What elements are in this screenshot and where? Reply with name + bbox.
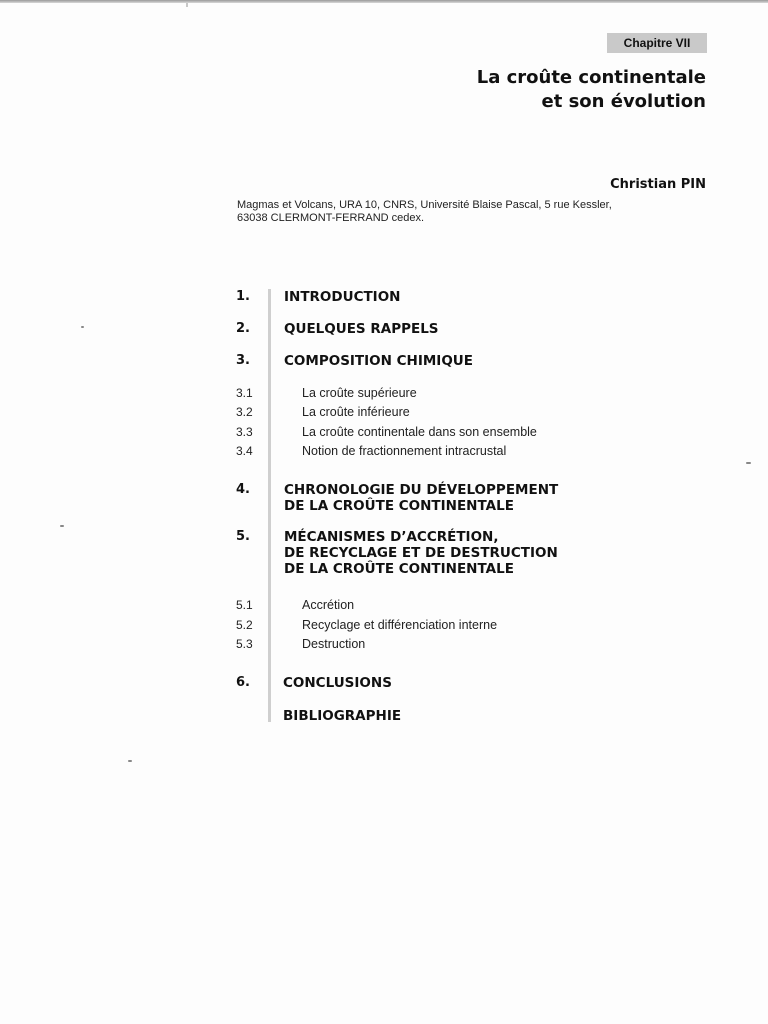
top-tick-mark [186,3,188,7]
toc-section-title [284,289,644,305]
toc-section-number: 3. [236,353,250,368]
toc-section-title [284,529,644,577]
toc-section-title-line: DE LA CROÛTE CONTINENTALE [284,561,514,577]
chapter-title [477,66,706,114]
affiliation-line-1: Magmas et Volcans, URA 10, CNRS, Université Blaise Pascal, 5 rue Kessler, [237,199,612,211]
scan-speck [746,462,751,464]
toc-subsection-number: 5.1 [236,598,253,612]
toc-section-title-line: BIBLIOGRAPHIE [283,708,402,724]
affiliation-line-2: 63038 CLERMONT-FERRAND cedex. [237,212,425,224]
toc-subsection-title: Recyclage et différenciation interne [302,618,498,632]
toc-section-title-line: CHRONOLOGIE DU DÉVELOPPEMENT [284,482,559,498]
toc-section-title-line: MÉCANISMES D’ACCRÉTION, [284,529,499,545]
toc-subsection-title: La croûte supérieure [302,386,417,400]
toc-section-title [283,708,643,724]
toc-section-title-line: INTRODUCTION [284,289,401,305]
top-rule [0,0,768,3]
toc-subsection-number: 5.3 [236,637,253,651]
toc-section-number: 6. [236,675,250,690]
toc-subsection-number: 3.2 [236,405,253,419]
toc-subsection-number: 3.4 [236,444,253,458]
toc-subsection-number: 5.2 [236,618,253,632]
chapter-title-line-1: La croûte continentale [476,67,706,88]
toc-section-title-line: DE LA CROÛTE CONTINENTALE [284,498,514,514]
chapter-badge: Chapitre VII [607,33,707,53]
chapter-title-line-2: et son évolution [541,91,706,112]
toc-section-number: 5. [236,529,250,544]
toc-subsection-title: La croûte inférieure [302,405,410,419]
toc-section-number: 2. [236,321,250,336]
toc-subsection-number: 3.3 [236,425,253,439]
toc-section-title-line: QUELQUES RAPPELS [284,321,439,337]
toc-section-title [284,321,644,337]
toc-subsection-title: Destruction [302,637,366,651]
toc-section-title [284,482,644,514]
scan-speck [128,760,132,762]
toc-section-title [284,353,644,369]
toc-section-number: 4. [236,482,250,497]
toc-subsection-number: 3.1 [236,386,253,400]
toc-subsection-title: La croûte continentale dans son ensemble [302,425,537,439]
toc-section-title-line: COMPOSITION CHIMIQUE [284,353,473,369]
toc-section-title [283,675,643,691]
scan-speck [81,326,84,328]
toc-section-title-line: CONCLUSIONS [283,675,392,691]
toc-section-number: 1. [236,289,250,304]
toc-section-title-line: DE RECYCLAGE ET DE DESTRUCTION [284,545,558,561]
toc-subsection-title: Notion de fractionnement intracrustal [302,444,507,458]
author-name: Christian PIN [610,177,706,192]
scan-speck [60,525,64,527]
toc-subsection-title: Accrétion [302,598,355,612]
toc-vertical-rule [268,289,271,722]
author-affiliation [237,199,657,225]
